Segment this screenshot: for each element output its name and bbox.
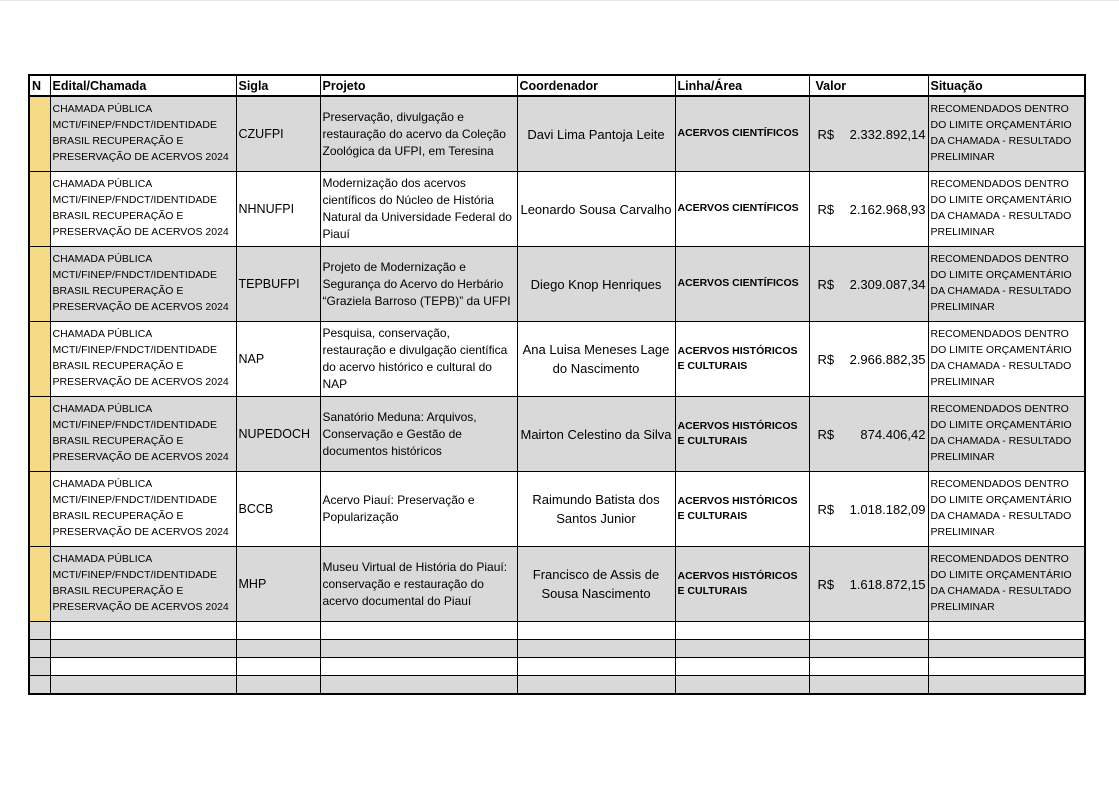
row-n-cell	[29, 472, 50, 547]
sigla-cell: CZUFPI	[236, 96, 320, 172]
table-row	[29, 547, 1085, 622]
edital-cell: CHAMADA PÚBLICA MCTI/FINEP/FNDCT/IDENTIDADE BRASIL RECUPERAÇÃO E PRESERVAÇÃO DE ACERVOS 2024	[50, 96, 236, 172]
empty-cell	[50, 676, 236, 695]
edital-cell: CHAMADA PÚBLICA MCTI/FINEP/FNDCT/IDENTIDADE BRASIL RECUPERAÇÃO E PRESERVAÇÃO DE ACERVOS 2024	[50, 397, 236, 472]
empty-cell	[320, 658, 517, 676]
valor-amount: 2.162.968,93	[849, 201, 926, 217]
header-n: N	[29, 75, 50, 96]
empty-cell	[50, 658, 236, 676]
empty-cell	[675, 622, 809, 640]
valor-cell	[809, 96, 928, 172]
valor-cell	[809, 172, 928, 247]
linha-cell: ACERVOS HISTÓRICOS E CULTURAIS	[675, 397, 809, 472]
empty-cell	[675, 640, 809, 658]
situacao-cell: RECOMENDADOS DENTRO DO LIMITE ORÇAMENTÁRIO DA CHAMADA - RESULTADO PRELIMINAR	[928, 322, 1085, 397]
empty-cell	[809, 622, 928, 640]
situacao-cell: RECOMENDADOS DENTRO DO LIMITE ORÇAMENTÁRIO DA CHAMADA - RESULTADO PRELIMINAR	[928, 397, 1085, 472]
header-valor: Valor	[809, 75, 928, 96]
sigla-cell: MHP	[236, 547, 320, 622]
coordenador-cell: Mairton Celestino da Silva	[517, 397, 675, 472]
coordenador-cell: Davi Lima Pantoja Leite	[517, 96, 675, 172]
currency-symbol: R$	[817, 126, 835, 142]
empty-cell	[29, 676, 50, 695]
coordenador-cell: Francisco de Assis de Sousa Nascimento	[517, 547, 675, 622]
empty-cell	[29, 622, 50, 640]
valor-cell	[809, 247, 928, 322]
empty-cell	[517, 676, 675, 695]
situacao-cell: RECOMENDADOS DENTRO DO LIMITE ORÇAMENTÁRIO DA CHAMADA - RESULTADO PRELIMINAR	[928, 547, 1085, 622]
empty-cell	[675, 676, 809, 695]
empty-cell	[236, 676, 320, 695]
currency-symbol: R$	[817, 501, 835, 517]
empty-cell	[928, 658, 1085, 676]
valor-amount: 2.966.882,35	[849, 351, 926, 367]
projeto-cell: Preservação, divulgação e restauração do acervo da Coleção Zoológica da UFPI, em Teresina	[320, 96, 517, 172]
header-edital: Edital/Chamada	[50, 75, 236, 96]
row-n-cell	[29, 247, 50, 322]
situacao-cell: RECOMENDADOS DENTRO DO LIMITE ORÇAMENTÁRIO DA CHAMADA - RESULTADO PRELIMINAR	[928, 472, 1085, 547]
currency-symbol: R$	[817, 201, 835, 217]
projeto-cell: Modernização dos acervos científicos do Núcleo de História Natural da Universidade Federal do Piauí	[320, 172, 517, 247]
situacao-cell: RECOMENDADOS DENTRO DO LIMITE ORÇAMENTÁRIO DA CHAMADA - RESULTADO PRELIMINAR	[928, 247, 1085, 322]
row-n-cell	[29, 172, 50, 247]
linha-cell: ACERVOS CIENTÍFICOS	[675, 172, 809, 247]
linha-cell: ACERVOS HISTÓRICOS E CULTURAIS	[675, 322, 809, 397]
edital-cell: CHAMADA PÚBLICA MCTI/FINEP/FNDCT/IDENTIDADE BRASIL RECUPERAÇÃO E PRESERVAÇÃO DE ACERVOS 2024	[50, 172, 236, 247]
edital-cell: CHAMADA PÚBLICA MCTI/FINEP/FNDCT/IDENTIDADE BRASIL RECUPERAÇÃO E PRESERVAÇÃO DE ACERVOS 2024	[50, 547, 236, 622]
empty-cell	[50, 640, 236, 658]
empty-cell	[675, 658, 809, 676]
valor-amount: 2.309.087,34	[849, 276, 926, 292]
currency-symbol: R$	[817, 426, 835, 442]
sigla-cell: NUPEDOCH	[236, 397, 320, 472]
empty-cell	[809, 640, 928, 658]
empty-row	[29, 658, 1085, 676]
situacao-cell: RECOMENDADOS DENTRO DO LIMITE ORÇAMENTÁRIO DA CHAMADA - RESULTADO PRELIMINAR	[928, 96, 1085, 172]
empty-cell	[928, 640, 1085, 658]
linha-cell: ACERVOS CIENTÍFICOS	[675, 96, 809, 172]
empty-cell	[928, 622, 1085, 640]
header-row	[29, 75, 1085, 96]
coordenador-cell: Diego Knop Henriques	[517, 247, 675, 322]
table-row	[29, 322, 1085, 397]
situacao-cell: RECOMENDADOS DENTRO DO LIMITE ORÇAMENTÁRIO DA CHAMADA - RESULTADO PRELIMINAR	[928, 172, 1085, 247]
row-n-cell	[29, 96, 50, 172]
empty-cell	[29, 658, 50, 676]
valor-cell	[809, 322, 928, 397]
projeto-cell: Acervo Piauí: Preservação e Popularização	[320, 472, 517, 547]
empty-cell	[928, 676, 1085, 695]
empty-row	[29, 622, 1085, 640]
sigla-cell: TEPBUFPI	[236, 247, 320, 322]
valor-amount: 874.406,42	[860, 426, 926, 442]
projeto-cell: Pesquisa, conservação, restauração e divulgação científica do acervo histórico e cultural do NAP	[320, 322, 517, 397]
empty-cell	[236, 658, 320, 676]
table-row	[29, 96, 1085, 172]
table-row	[29, 247, 1085, 322]
linha-cell: ACERVOS HISTÓRICOS E CULTURAIS	[675, 547, 809, 622]
sigla-cell: BCCB	[236, 472, 320, 547]
row-n-cell	[29, 322, 50, 397]
projeto-cell: Museu Virtual de História do Piauí: conservação e restauração do acervo documental do Piauí	[320, 547, 517, 622]
table-row	[29, 172, 1085, 247]
linha-cell: ACERVOS HISTÓRICOS E CULTURAIS	[675, 472, 809, 547]
coordenador-cell: Ana Luisa Meneses Lage do Nascimento	[517, 322, 675, 397]
header-sigla: Sigla	[236, 75, 320, 96]
empty-cell	[236, 622, 320, 640]
valor-amount: 2.332.892,14	[849, 126, 926, 142]
empty-cell	[50, 622, 236, 640]
empty-row	[29, 676, 1085, 695]
empty-cell	[320, 640, 517, 658]
header-coordenador: Coordenador	[517, 75, 675, 96]
empty-cell	[29, 640, 50, 658]
header-projeto: Projeto	[320, 75, 517, 96]
sigla-cell: NAP	[236, 322, 320, 397]
empty-row	[29, 640, 1085, 658]
valor-cell	[809, 547, 928, 622]
empty-cell	[320, 622, 517, 640]
sigla-cell: NHNUFPI	[236, 172, 320, 247]
valor-cell	[809, 472, 928, 547]
empty-cell	[320, 676, 517, 695]
currency-symbol: R$	[817, 351, 835, 367]
currency-symbol: R$	[817, 276, 835, 292]
table-row	[29, 472, 1085, 547]
coordenador-cell: Leonardo Sousa Carvalho	[517, 172, 675, 247]
currency-symbol: R$	[817, 576, 835, 592]
empty-cell	[517, 658, 675, 676]
empty-cell	[809, 676, 928, 695]
row-n-cell	[29, 547, 50, 622]
header-situacao: Situação	[928, 75, 1085, 96]
header-linha: Linha/Área	[675, 75, 809, 96]
linha-cell: ACERVOS CIENTÍFICOS	[675, 247, 809, 322]
valor-cell	[809, 397, 928, 472]
valor-amount: 1.018.182,09	[849, 501, 926, 517]
results-table	[28, 74, 1086, 695]
table-row	[29, 397, 1085, 472]
edital-cell: CHAMADA PÚBLICA MCTI/FINEP/FNDCT/IDENTIDADE BRASIL RECUPERAÇÃO E PRESERVAÇÃO DE ACERVOS 2024	[50, 472, 236, 547]
coordenador-cell: Raimundo Batista dos Santos Junior	[517, 472, 675, 547]
page-top-rule	[0, 0, 1119, 1]
projeto-cell: Projeto de Modernização e Segurança do Acervo do Herbário “Graziela Barroso (TEPB)” da UFPI	[320, 247, 517, 322]
valor-amount: 1.618.872,15	[849, 576, 926, 592]
empty-cell	[236, 640, 320, 658]
edital-cell: CHAMADA PÚBLICA MCTI/FINEP/FNDCT/IDENTIDADE BRASIL RECUPERAÇÃO E PRESERVAÇÃO DE ACERVOS 2024	[50, 247, 236, 322]
row-n-cell	[29, 397, 50, 472]
edital-cell: CHAMADA PÚBLICA MCTI/FINEP/FNDCT/IDENTIDADE BRASIL RECUPERAÇÃO E PRESERVAÇÃO DE ACERVOS 2024	[50, 322, 236, 397]
empty-cell	[517, 640, 675, 658]
empty-cell	[517, 622, 675, 640]
empty-cell	[809, 658, 928, 676]
projeto-cell: Sanatório Meduna: Arquivos, Conservação e Gestão de documentos históricos	[320, 397, 517, 472]
